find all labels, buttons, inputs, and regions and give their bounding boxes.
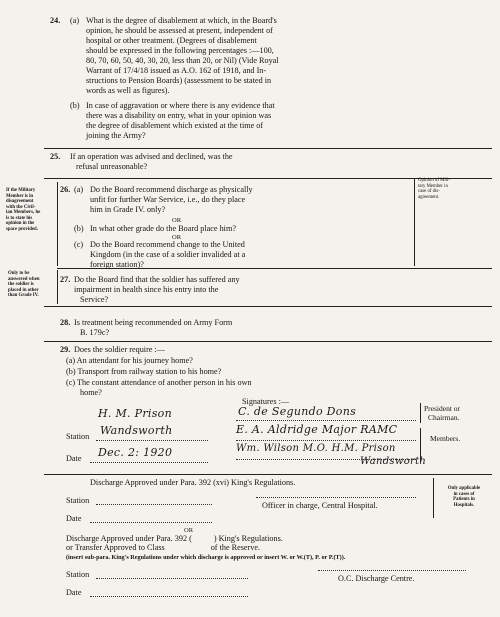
question-24-number: 24. — [50, 16, 61, 25]
signature-3b: Wandsworth — [360, 456, 427, 467]
date-label-1: Date — [66, 454, 82, 463]
officer-label: Officer in charge, Central Hospital. — [262, 501, 378, 510]
handwritten-prison: H. M. Prison — [98, 407, 172, 420]
question-24b-text: In case of aggravation or where there is any evidence that there was a disability on entry, what in your opinion was the degree of disablement which existed at the time of joining the Army? — [86, 101, 275, 140]
question-27-number: 27. — [60, 275, 71, 284]
question-25-text: If an operation was advised and declined, was the refusal unreasonable? — [70, 152, 233, 171]
signature-2: E. A. Aldridge Major RAMC — [236, 423, 398, 436]
q26-left-margin-rule — [57, 182, 58, 266]
station-label-1: Station — [66, 432, 90, 441]
question-29-intro: Does the soldier require :— — [74, 345, 165, 354]
question-26b-text: In what other grade do the Board place him? — [90, 224, 236, 233]
question-29a-text: (a) An attendant for his journey home? — [66, 356, 193, 365]
oc-line — [318, 570, 466, 571]
signature-3: Wm. Wilson M.O. H.M. Prison — [236, 443, 396, 454]
officer-line — [256, 497, 416, 498]
discharge-1-side-note: Only applicable in cases of Patients in Hospitals. — [447, 486, 481, 508]
oc-label: O.C. Discharge Centre. — [338, 574, 415, 583]
question-29b-text: (b) Transport from railway station to his home? — [66, 367, 222, 376]
sig-line-2 — [236, 440, 416, 441]
handwritten-date: Dec. 2: 1920 — [98, 446, 173, 459]
discharge-2-note: (insert sub-para. King's Regulations under which discharge is approved or insert W. or W.(T), P. or P.(T)). — [66, 554, 346, 561]
signatures-label: Signatures :— — [242, 397, 290, 406]
divider-24 — [44, 148, 492, 149]
question-26a-text: Do the Board recommend discharge as physically unfit for further War Service, i.e., do they place him in Grade IV. only? — [90, 185, 253, 214]
q27-side-note: Only to be answered when the soldier is placed in other than Grade IV. — [8, 271, 40, 298]
q26-or-1: OR — [172, 217, 182, 224]
divider-26 — [57, 268, 492, 269]
discharge-2-line-2: or Transfer Approved to Class of the Reserve. — [66, 543, 261, 552]
question-28-number: 28. — [60, 318, 71, 327]
q26-or-2: OR — [172, 234, 182, 241]
discharge-2-line-1: Discharge Approved under Para. 392 ( ) King's Regulations. — [66, 534, 283, 543]
discharge-1-side-rule — [433, 478, 434, 518]
station-line-1 — [96, 440, 208, 441]
question-26b-marker: (b) — [74, 224, 84, 233]
question-28-text: Is treatment being recommended on Army Form B. 179c? — [74, 318, 233, 337]
question-25-number: 25. — [50, 152, 61, 161]
members-label: Members. — [430, 434, 461, 443]
date-line-3 — [90, 596, 248, 597]
handwritten-station: Wandsworth — [100, 424, 173, 437]
date-line-2 — [90, 522, 212, 523]
q26-right-note: Opinion of Mili- tary Member in case of dis- agreement. — [418, 178, 450, 200]
date-label-2: Date — [66, 514, 82, 523]
question-26c-text: Do the Board recommend change to the United Kingdom (in the case of a soldier invalided at a foreign station)? — [90, 240, 246, 269]
divider-27 — [44, 306, 492, 307]
question-24a-marker: (a) — [70, 16, 80, 25]
discharge-2-or: OR — [184, 527, 194, 534]
members-bracket — [420, 428, 421, 462]
q26-side-note: If the Military Member is in disagreement with the Civil- ian Members, he is to state his opinion in the space provided. — [6, 188, 41, 232]
divider-signatures — [44, 474, 492, 475]
question-26c-marker: (c) — [74, 240, 84, 249]
q27-left-margin-rule — [57, 270, 58, 304]
question-26-number: 26. — [60, 185, 71, 194]
station-label-3: Station — [66, 570, 90, 579]
president-bracket — [420, 403, 421, 423]
date-label-3: Date — [66, 588, 82, 597]
station-label-2: Station — [66, 496, 90, 505]
question-24a-text: What is the degree of disablement at which, in the Board's opinion, he should be assessed at present, independent of hospital or other treatment. (Degrees of disablement should be expressed in the following percentages :—100, 80, 70, 60, 50, 40, 30, 20, less than 20, or Nil) (Vide Royal Warrant of 17/4/18 issued as A.O. 162 of 1918, and In- structions to Pension Boards) (assessment to be stated in words as well as figures). — [86, 16, 279, 95]
divider-28 — [44, 341, 492, 342]
question-26a-marker: (a) — [74, 185, 84, 194]
question-27-text: Do the Board find that the soldier has suffered any impairment in health since his entry into the Service? — [74, 275, 240, 304]
signature-1: C. de Segundo Dons — [238, 405, 357, 418]
station-line-3 — [96, 578, 248, 579]
president-label: President or Chairman. — [424, 404, 461, 422]
station-line-2 — [96, 504, 212, 505]
question-24b-marker: (b) — [70, 101, 80, 110]
q26-right-margin-rule — [414, 178, 415, 266]
question-29c-text: (c) The constant attendance of another person in his own home? — [66, 378, 252, 397]
discharge-1-heading: Discharge Approved under Para. 392 (xvi) King's Regulations. — [90, 478, 296, 487]
sig-line-1 — [236, 420, 416, 421]
question-29-number: 29. — [60, 345, 71, 354]
date-line-1 — [90, 462, 208, 463]
